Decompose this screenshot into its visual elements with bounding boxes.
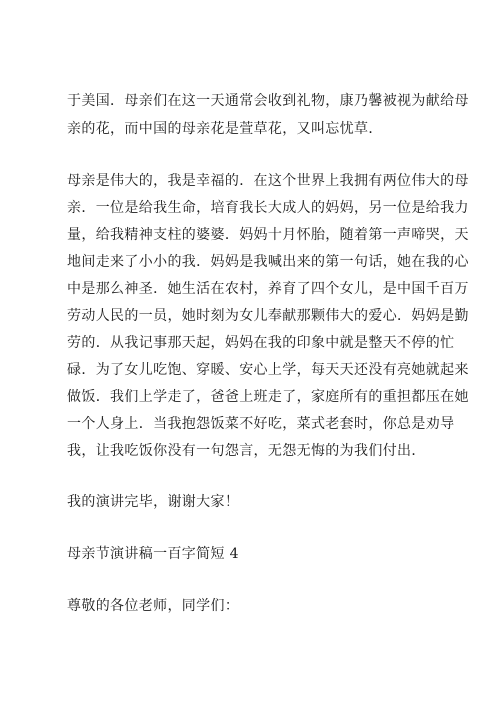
- paragraph-line: 地间走来了小小的我．妈妈是我喊出来的第一句话，她在我的心: [67, 254, 469, 270]
- paragraph-line: 量，给我精神支柱的婆婆．妈妈十月怀胎，随着第一声啼哭，天: [67, 227, 469, 243]
- section-heading: 母亲节演讲稿一百字简短 4: [67, 546, 239, 562]
- paragraph-line: 于美国．母亲们在这一天通常会收到礼物，康乃馨被视为献给母: [67, 93, 469, 109]
- paragraph-line: 劳动人民的一员，她时刻为女儿奉献那颗伟大的爱心．妈妈是勤: [67, 308, 469, 324]
- paragraph-line: 劳的．从我记事那天起，妈妈在我的印象中就是整天不停的忙: [67, 335, 455, 351]
- paragraph-line: 母亲是伟大的，我是幸福的．在这个世界上我拥有两位伟大的母: [67, 173, 469, 189]
- paragraph-line: 中是那么神圣．她生活在农村，养育了四个女儿，是中国千百万: [67, 281, 469, 297]
- paragraph-line: 亲的花，而中国的母亲花是萱草花，又叫忘忧草．: [67, 121, 383, 137]
- paragraph-line: 碌．为了女儿吃饱、穿暖、安心上学，每天天还没有亮她就起来: [67, 362, 469, 378]
- paragraph-line: 一个人身上．当我抱怨饭菜不好吃，菜式老套时，你总是劝导: [67, 416, 455, 432]
- paragraph-line: 做饭．我们上学走了，爸爸上班走了，家庭所有的重担都压在她: [67, 389, 469, 405]
- closing-line: 我的演讲完毕，谢谢大家！: [67, 494, 240, 510]
- salutation-line: 尊敬的各位老师，同学们：: [67, 598, 240, 614]
- paragraph-line: 我，让我吃饭你没有一句怨言，无怨无悔的为我们付出．: [67, 443, 426, 459]
- paragraph-line: 亲．一位是给我生命，培育我长大成人的妈妈，另一位是给我力: [67, 200, 469, 216]
